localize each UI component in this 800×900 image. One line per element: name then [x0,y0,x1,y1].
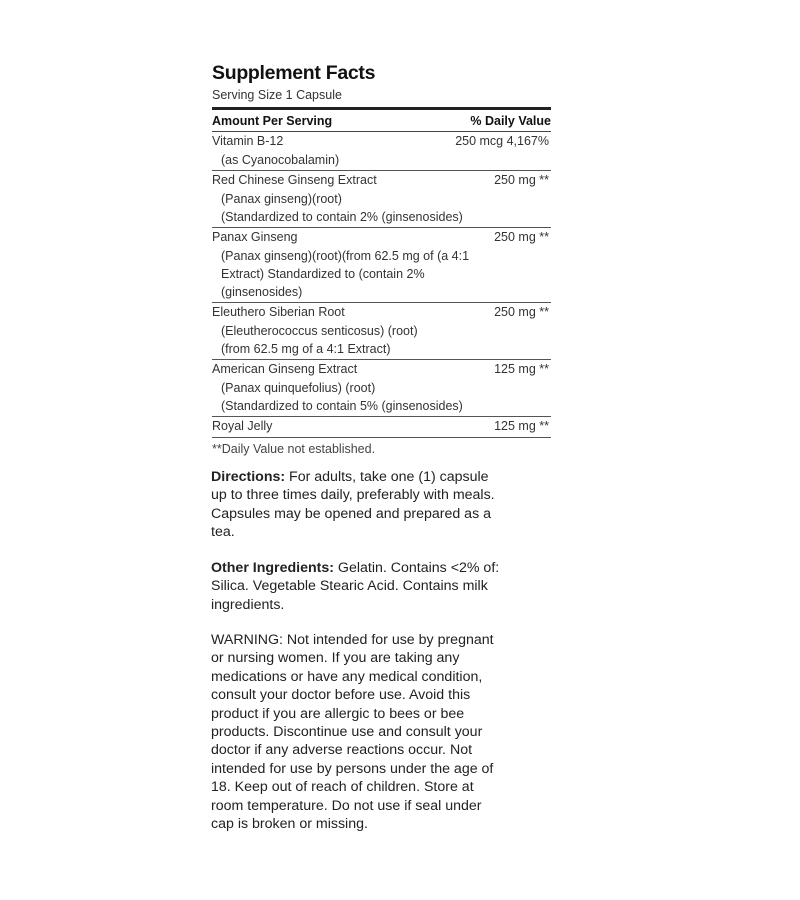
ingredient-amount: 125 mg ** [494,419,549,433]
ingredient-name: Panax Ginseng [212,230,298,244]
ingredient-amount: 125 mg ** [494,362,549,376]
ingredient-detail: (Standardized to contain 2% (ginsenosides) [221,210,463,224]
warning-line: 18. Keep out of reach of children. Store at [211,779,474,796]
facts-row [212,360,551,417]
ingredient-name: Vitamin B-12 [212,134,284,148]
ingredient-detail: Extract) Standardized to (contain 2% [221,267,425,281]
supplement-facts-title: Supplement Facts [212,62,376,84]
daily-value-footnote: **Daily Value not established. [212,442,376,456]
warning-line: or nursing women. If you are taking any [211,650,460,667]
ingredient-detail: (Panax ginseng)(root)(from 62.5 mg of (a 4:1 [221,249,470,263]
facts-row [212,303,551,360]
warning-line: consult your doctor before use. Avoid this [211,687,471,704]
directions-line: up to three times daily, preferably with meals. [211,487,495,504]
supplement-facts-panel [212,62,551,458]
ingredient-detail: (ginsenosides) [221,285,303,299]
warning-line: products. Discontinue use and consult your [211,724,483,741]
warning-section [211,631,551,833]
ingredient-amount: 250 mcg 4,167% [455,134,549,148]
facts-row [212,171,551,228]
facts-row-main [212,132,551,151]
ingredient-detail: (Panax quinquefolius) (root) [221,381,376,395]
directions-line: tea. [211,524,235,541]
ingredient-name: Royal Jelly [212,419,273,433]
warning-line: room temperature. Do not use if seal under [211,797,482,814]
facts-row-main [212,303,551,322]
facts-row-main [212,228,551,247]
warning-line: doctor if any adverse reactions occur. Not [211,742,473,759]
ingredient-amount: 250 mg ** [494,230,549,244]
warning-line: cap is broken or missing. [211,816,368,833]
facts-rows [212,132,551,438]
ingredient-name: American Ginseng Extract [212,362,358,376]
ingredient-amount: 250 mg ** [494,305,549,319]
other-ingredients-section [211,559,551,614]
directions-line: For adults, take one (1) capsule [285,469,489,485]
ingredient-detail: (Eleutherococcus senticosus) (root) [221,324,418,338]
ingredient-name: Eleuthero Siberian Root [212,305,345,319]
facts-row [212,417,551,438]
ingredient-detail: (from 62.5 mg of a 4:1 Extract) [221,342,391,356]
facts-row-main [212,171,551,190]
directions-label: Directions: [211,469,286,485]
warning-line: WARNING: Not intended for use by pregnant [211,632,494,648]
other-ingredients-line: Silica. Vegetable Stearic Acid. Contains milk [211,578,488,595]
amount-per-serving-header: Amount Per Serving [212,114,333,128]
warning-line: product if you are allergic to bees or bee [211,705,465,722]
warning-line: medications or have any medical condition, [211,668,483,685]
facts-row-main [212,417,551,436]
ingredient-amount: 250 mg ** [494,173,549,187]
ingredient-name: Red Chinese Ginseng Extract [212,173,377,187]
facts-row [212,132,551,171]
facts-row-main [212,360,551,379]
other-ingredients-label: Other Ingredients: [211,560,334,576]
daily-value-header: % Daily Value [470,114,551,128]
facts-header-row [212,110,551,132]
other-ingredients-line: ingredients. [211,596,285,613]
serving-size: Serving Size 1 Capsule [212,87,551,110]
ingredient-detail: (Panax ginseng)(root) [221,192,342,206]
other-ingredients-line: Gelatin. Contains <2% of: [333,560,500,576]
directions-section [211,468,551,542]
facts-row [212,228,551,303]
warning-line: intended for use by persons under the age of [211,760,494,777]
directions-line: Capsules may be opened and prepared as a [211,505,492,522]
ingredient-detail: (Standardized to contain 5% (ginsenosides) [221,399,463,413]
ingredient-detail: (as Cyanocobalamin) [221,153,340,167]
